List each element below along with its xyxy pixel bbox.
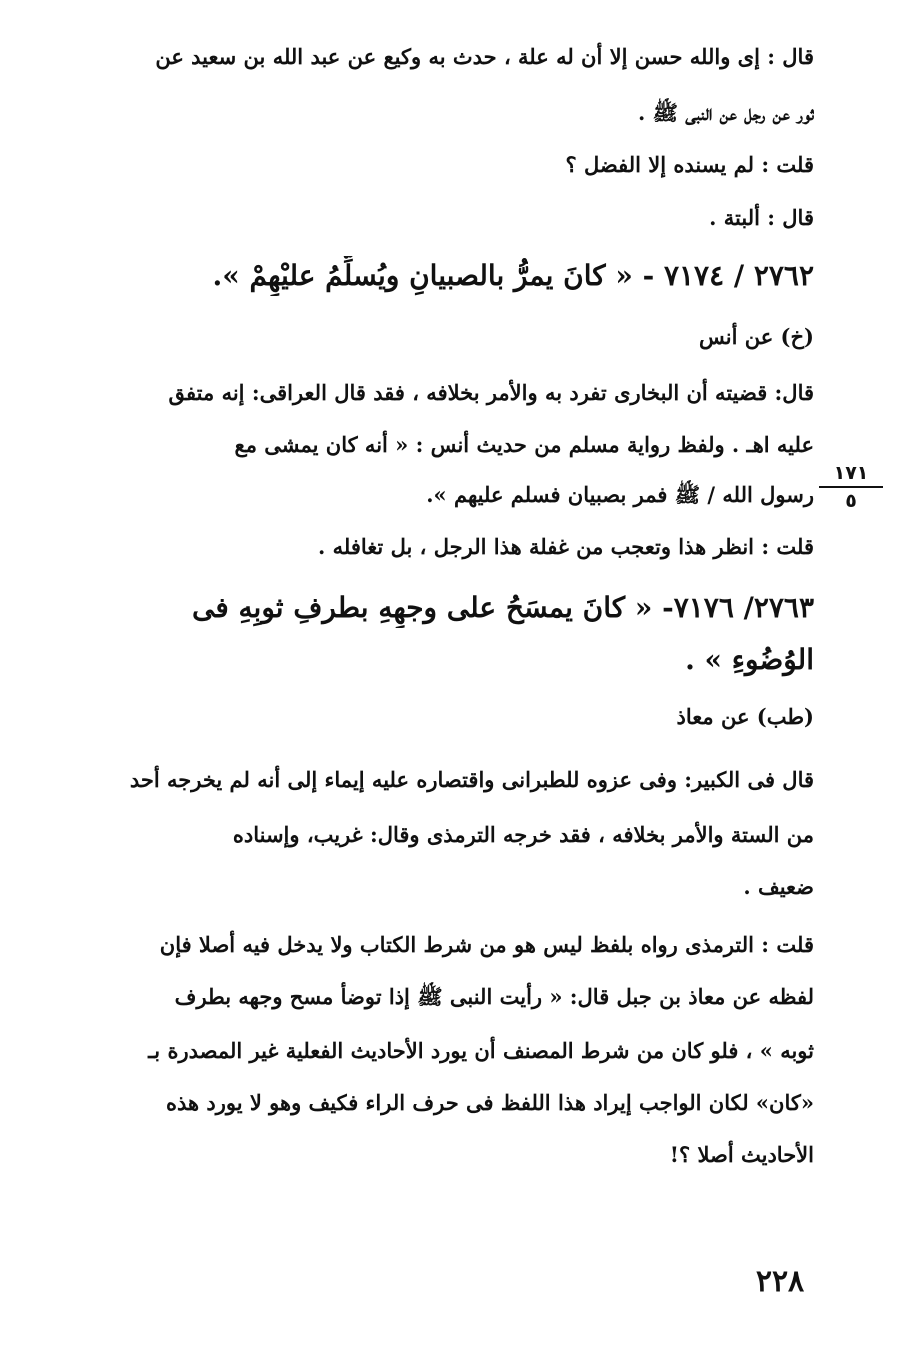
page-number: ٢٢٨: [755, 1264, 805, 1299]
text-line: ثوبه » ، فلو كان من شرط المصنف أن يورد الأحاديث الفعلية غير المصدرة بـ: [148, 1038, 814, 1063]
text-line: ضعيف .: [743, 874, 814, 899]
hadith-heading: الوُضُوءِ » .: [685, 643, 814, 676]
marker-top: ١٧١: [833, 462, 869, 484]
text-line: ثور عن رجل عن النبى ﷺ .: [637, 100, 814, 125]
text-line: لفظه عن معاذ بن جبل قال: « رأيت النبى ﷺ إذا توضأ مسح وجهه بطرف: [174, 984, 814, 1009]
source-line: (خ) عن أنس: [698, 324, 814, 349]
margin-page-marker: [818, 462, 884, 512]
marker-bottom: ٥: [845, 490, 857, 512]
text-line: من الستة والأمر بخلافه ، فقد خرجه الترمذى وقال: غريب، وإسناده: [232, 822, 814, 847]
text-line: قلت : الترمذى رواه بلفظ ليس هو من شرط الكتاب ولا يدخل فيه أصلا فإن: [159, 932, 814, 957]
text-line: قلت : لم يسنده إلا الفضل ؟: [565, 152, 814, 177]
text-line: قال فى الكبير: وفى عزوه للطبرانى واقتصاره عليه إيماء إلى أنه لم يخرجه أحد: [129, 767, 814, 792]
text-line: قال: قضيته أن البخارى تفرد به والأمر بخلافه ، فقد قال العراقى: إنه متفق: [168, 380, 814, 405]
text-line: رسول الله / ﷺ فمر بصبيان فسلم عليهم ».: [426, 482, 814, 507]
hadith-heading: ٢٧٦٢ / ٧١٧٤ - « كانَ يمرُّ بالصبيانِ ويُسلِّمُ عليْهِمْ ».: [212, 259, 814, 292]
source-line: (طب) عن معاذ: [676, 704, 814, 729]
hadith-heading: ٢٧٦٣/ ٧١٧٦- « كانَ يمسَحُ على وجهِهِ بطرفِ ثوبِهِ فى: [192, 591, 814, 624]
text-line: قلت : انظر هذا وتعجب من غفلة هذا الرجل ، بل تغافله .: [318, 534, 814, 559]
text-line: الأحاديث أصلا ؟!: [669, 1142, 814, 1167]
marker-rule: [819, 486, 883, 488]
text-line: قال : ألبتة .: [709, 205, 814, 230]
text-line: عليه اهـ . ولفظ رواية مسلم من حديث أنس : « أنه كان يمشى مع: [234, 432, 814, 457]
text-line: «كان» لكان الواجب إيراد هذا اللفظ فى حرف الراء فكيف وهو لا يورد هذه: [165, 1090, 814, 1115]
text-line: قال : إى والله حسن إلا أن له علة ، حدث به وكيع عن عبد الله بن سعيد عن: [155, 44, 814, 69]
